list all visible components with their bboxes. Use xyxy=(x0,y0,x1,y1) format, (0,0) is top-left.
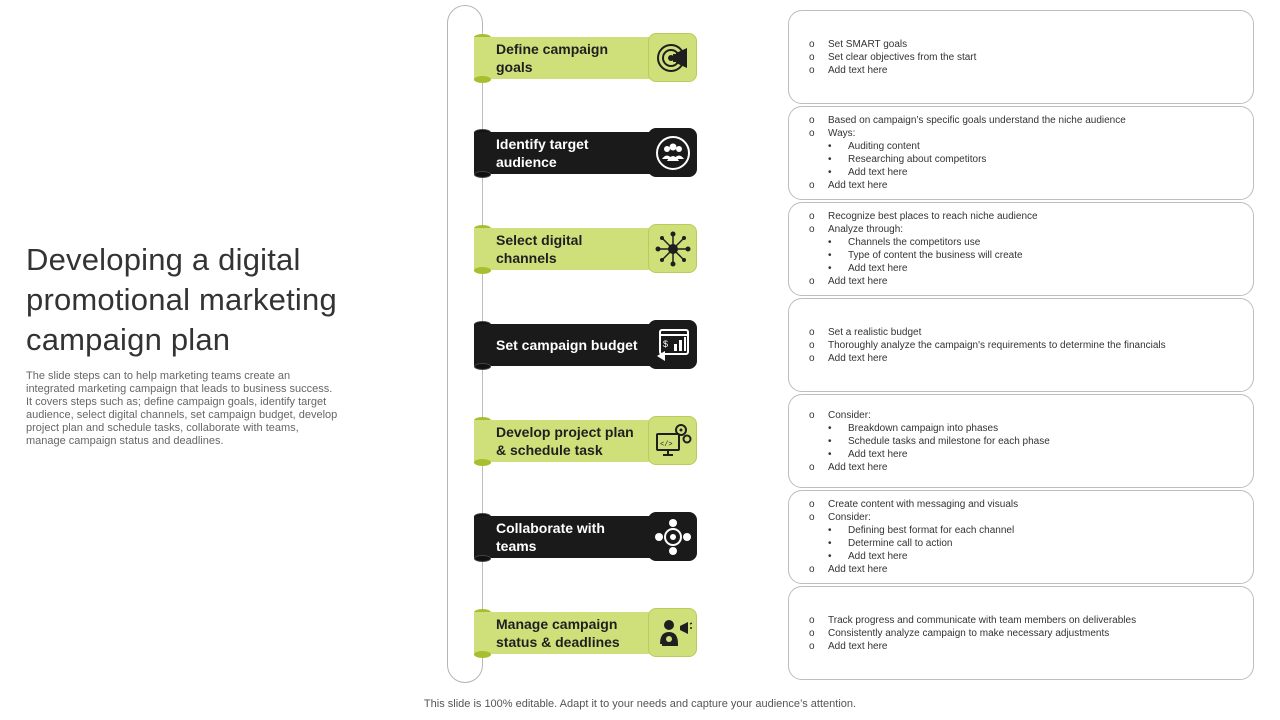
bullet-dot-icon: • xyxy=(828,167,832,178)
bullet-text: Add text here xyxy=(828,564,888,575)
bullet-circle-icon: o xyxy=(809,339,815,351)
step-5 xyxy=(474,412,698,470)
bullet-text: Add text here xyxy=(828,64,888,76)
step-label: Collaborate with teams xyxy=(474,516,650,558)
bullet-item xyxy=(809,409,1213,422)
bullet-circle-icon: o xyxy=(809,115,815,126)
bullet-text: Recognize best places to reach niche audience xyxy=(828,211,1038,222)
slide-title: Developing a digital promotional marketing campaign plan xyxy=(26,242,337,357)
step-label: Set campaign budget xyxy=(474,324,650,366)
bullet-dot-icon: • xyxy=(828,551,832,562)
bullet-dot-icon: • xyxy=(828,263,832,274)
bullet-text: Add text here xyxy=(828,180,888,191)
scroll-cap-bottom xyxy=(474,651,491,658)
bullet-text: Ways: xyxy=(828,128,856,139)
bullet-item xyxy=(809,339,1213,352)
step-4 xyxy=(474,316,698,374)
bullet-item xyxy=(809,223,1213,236)
bullet-text: Create content with messaging and visuals xyxy=(828,499,1019,510)
bullet-circle-icon: o xyxy=(809,64,815,76)
sub-bullet-item xyxy=(809,550,1213,563)
step-6-details xyxy=(788,490,1254,584)
bullet-dot-icon: • xyxy=(828,141,832,152)
bullet-dot-icon: • xyxy=(828,422,832,434)
bullet-item xyxy=(809,114,1213,127)
bullet-dot-icon: • xyxy=(828,154,832,165)
bullet-text: Channels the competitors use xyxy=(848,237,981,248)
sub-bullet-item xyxy=(809,249,1213,262)
step-label: Select digital channels xyxy=(474,228,650,270)
sub-bullet-item xyxy=(809,262,1213,275)
step-3-details xyxy=(788,202,1254,296)
sub-bullet-item xyxy=(809,537,1213,550)
bullet-circle-icon: o xyxy=(809,224,815,235)
bullet-text: Breakdown campaign into phases xyxy=(848,422,999,434)
bullet-text: Add text here xyxy=(848,551,908,562)
slide-description: The slide steps can to help marketing teams create an integrated marketing campaign that leads to business success. It covers steps such as; define campaign goals, identify target audience, select digital channels, set campaign budget, develop project plan and schedule tasks, collaborate with teams, manage campaign status and deadlines. xyxy=(26,370,338,447)
bullet-item xyxy=(809,614,1213,627)
bullet-text: Consistently analyze campaign to make necessary adjustments xyxy=(828,627,1110,639)
bullet-item xyxy=(809,640,1213,653)
sub-bullet-item xyxy=(809,166,1213,179)
scroll-cap-bottom xyxy=(474,555,491,562)
step-7-details xyxy=(788,586,1254,680)
bullet-item xyxy=(809,461,1213,474)
bullet-circle-icon: o xyxy=(809,409,815,421)
bullet-dot-icon: • xyxy=(828,525,832,536)
bullet-circle-icon: o xyxy=(809,51,815,63)
step-label: Identify target audience xyxy=(474,132,650,174)
bullet-circle-icon: o xyxy=(809,461,815,473)
bullet-item xyxy=(809,275,1213,288)
svg-text:$: $ xyxy=(662,338,668,349)
bullet-text: Track progress and communicate with team members on deliverables xyxy=(828,614,1137,626)
bullet-text: Type of content the business will create xyxy=(848,250,1023,261)
scroll-cap-bottom xyxy=(474,363,491,370)
target-megaphone-icon xyxy=(648,33,697,82)
step-2 xyxy=(474,124,698,182)
scroll-cap-bottom xyxy=(474,459,491,466)
bullet-text: Schedule tasks and milestone for each phase xyxy=(848,435,1050,447)
bullet-circle-icon: o xyxy=(809,276,815,287)
bullet-text: Add text here xyxy=(848,167,908,178)
bullet-text: Defining best format for each channel xyxy=(848,525,1015,536)
sub-bullet-item xyxy=(809,422,1213,435)
bullet-item xyxy=(809,64,1213,77)
bullet-circle-icon: o xyxy=(809,627,815,639)
bullet-item xyxy=(809,51,1213,64)
scroll-cap-bottom xyxy=(474,267,491,274)
bullet-item xyxy=(809,627,1213,640)
monitor-gears-icon xyxy=(648,416,697,465)
bullet-text: Add text here xyxy=(828,352,888,364)
sub-bullet-item xyxy=(809,153,1213,166)
bullet-dot-icon: • xyxy=(828,538,832,549)
bullet-text: Auditing content xyxy=(848,141,920,152)
bullet-text: Consider: xyxy=(828,512,871,523)
bullet-text: Add text here xyxy=(828,461,888,473)
bullet-circle-icon: o xyxy=(809,180,815,191)
bullet-text: Researching about competitors xyxy=(848,154,987,165)
step-6 xyxy=(474,508,698,566)
bullet-item xyxy=(809,498,1213,511)
step-1-details xyxy=(788,10,1254,104)
manager-megaphone-icon xyxy=(648,608,697,657)
bullet-item xyxy=(809,210,1213,223)
bullet-text: Set SMART goals xyxy=(828,38,908,50)
bullet-text: Thoroughly analyze the campaign's requirements to determine the financials xyxy=(828,339,1166,351)
svg-text:</>: </> xyxy=(659,440,673,449)
bullet-circle-icon: o xyxy=(809,38,815,50)
bullet-text: Add text here xyxy=(848,263,908,274)
scroll-cap-bottom xyxy=(474,171,491,178)
bullet-text: Add text here xyxy=(828,640,888,652)
bullet-text: Analyze through: xyxy=(828,224,904,235)
bullet-circle-icon: o xyxy=(809,128,815,139)
bullet-text: Add text here xyxy=(848,448,908,460)
bullet-circle-icon: o xyxy=(809,499,815,510)
bullet-circle-icon: o xyxy=(809,326,815,338)
team-collaboration-icon xyxy=(648,512,697,561)
step-1 xyxy=(474,29,698,87)
bullet-text: Based on campaign’s specific goals understand the niche audience xyxy=(828,115,1126,126)
bullet-circle-icon: o xyxy=(809,640,815,652)
footer-note: This slide is 100% editable. Adapt it to your needs and capture your audience’s attention. xyxy=(423,698,857,710)
bullet-circle-icon: o xyxy=(809,614,815,626)
bullet-dot-icon: • xyxy=(828,448,832,460)
bullet-text: Set a realistic budget xyxy=(828,326,922,338)
network-hub-icon xyxy=(648,224,697,273)
bullet-text: Add text here xyxy=(828,276,888,287)
bullet-dot-icon: • xyxy=(828,250,832,261)
bullet-item xyxy=(809,127,1213,140)
bullet-circle-icon: o xyxy=(809,352,815,364)
bullet-text: Set clear objectives from the start xyxy=(828,51,977,63)
bullet-circle-icon: o xyxy=(809,564,815,575)
step-4-details xyxy=(788,298,1254,392)
step-7 xyxy=(474,604,698,662)
sub-bullet-item xyxy=(809,524,1213,537)
bullet-item xyxy=(809,511,1213,524)
sub-bullet-item xyxy=(809,236,1213,249)
step-5-details xyxy=(788,394,1254,488)
bullet-dot-icon: • xyxy=(828,435,832,447)
bullet-item xyxy=(809,38,1213,51)
bullet-item xyxy=(809,179,1213,192)
bullet-item xyxy=(809,326,1213,339)
sub-bullet-item xyxy=(809,435,1213,448)
audience-group-icon xyxy=(648,128,697,177)
budget-chart-icon xyxy=(648,320,697,369)
bullet-item xyxy=(809,563,1213,576)
bullet-circle-icon: o xyxy=(809,512,815,523)
step-label: Define campaign goals xyxy=(474,37,650,79)
step-3 xyxy=(474,220,698,278)
step-label: Develop project plan & schedule task xyxy=(474,420,650,462)
bullet-text: Determine call to action xyxy=(848,538,953,549)
sub-bullet-item xyxy=(809,140,1213,153)
scroll-cap-bottom xyxy=(474,76,491,83)
step-2-details xyxy=(788,106,1254,200)
step-label: Manage campaign status & deadlines xyxy=(474,612,650,654)
sub-bullet-item xyxy=(809,448,1213,461)
bullet-circle-icon: o xyxy=(809,211,815,222)
bullet-dot-icon: • xyxy=(828,237,832,248)
bullet-text: Consider: xyxy=(828,409,871,421)
bullet-item xyxy=(809,352,1213,365)
